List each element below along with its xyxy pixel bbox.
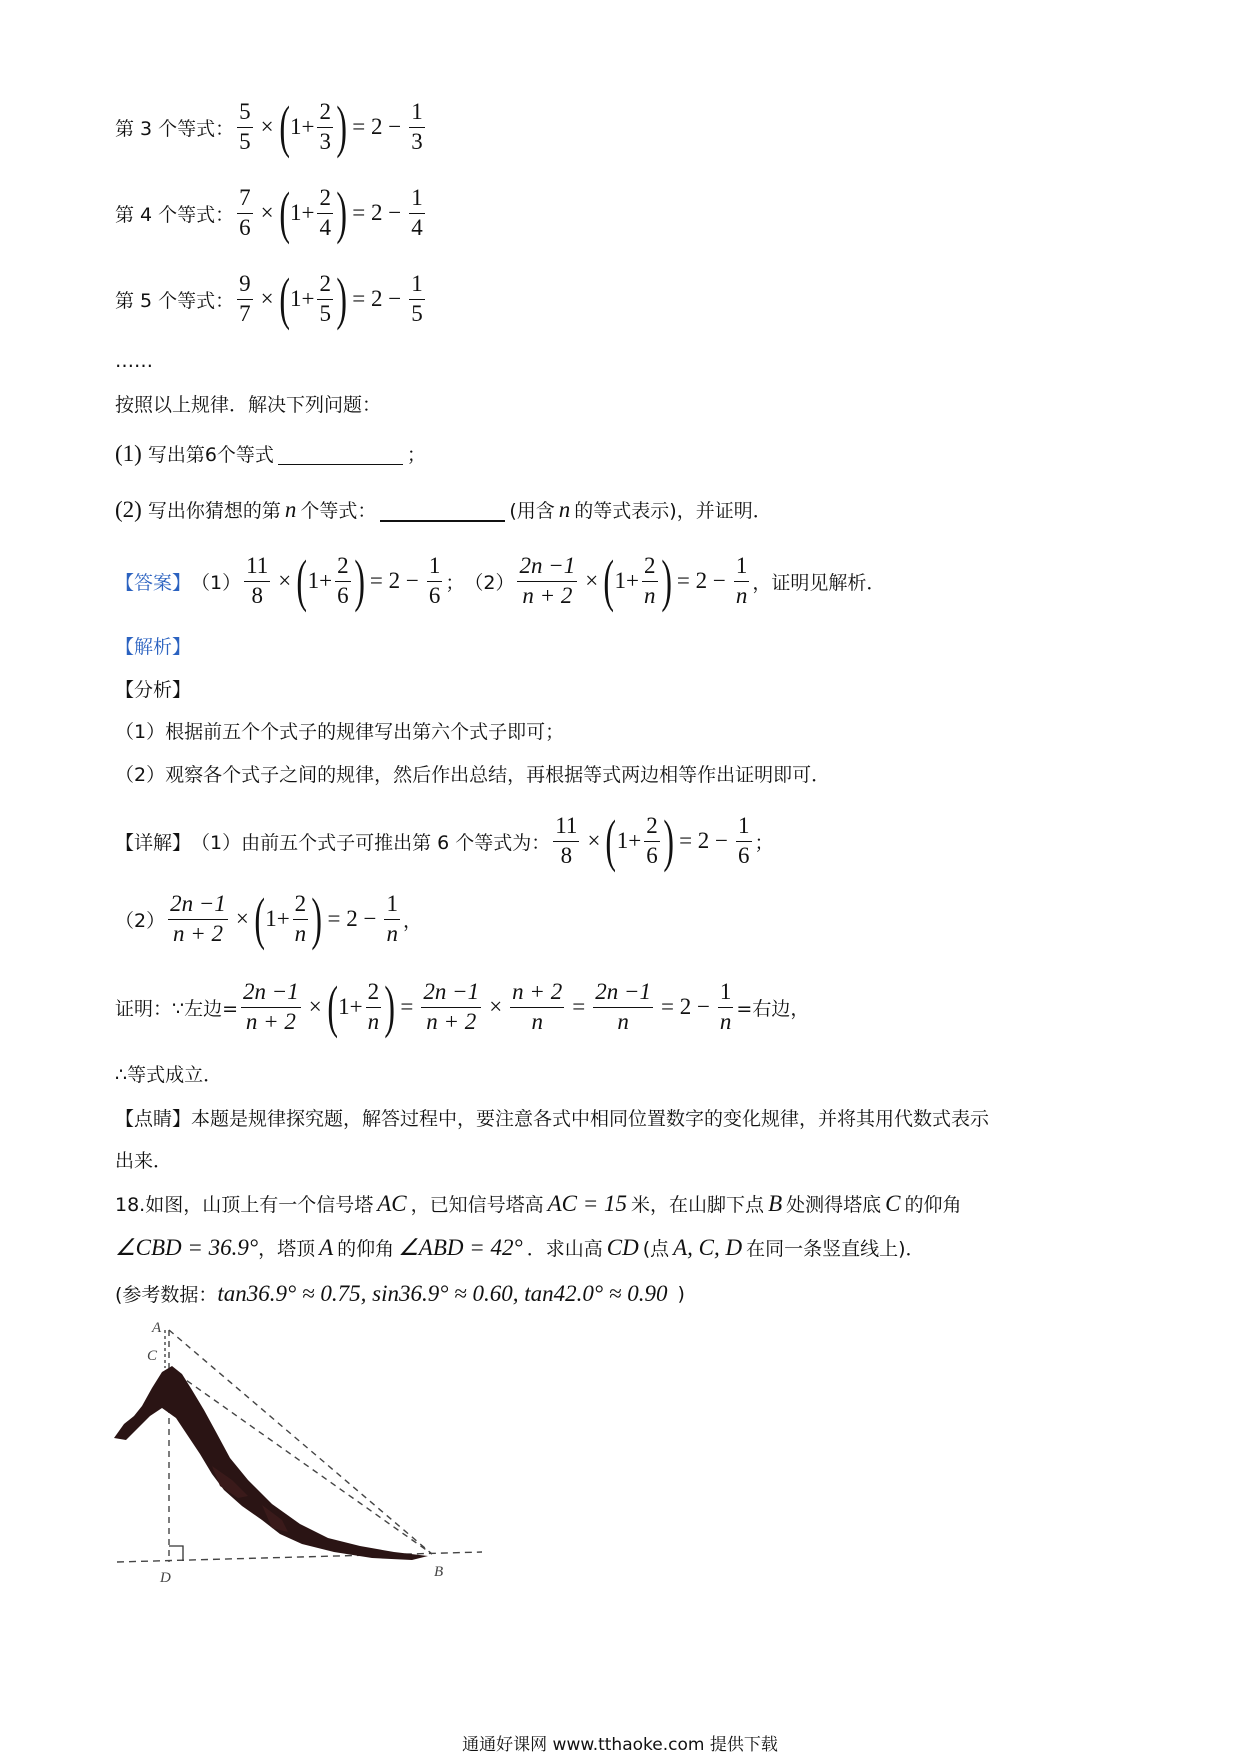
dianjing-line-1: 【点睛】 本题是规律探究题，解答过程中，要注意各式中相同位置数字的变化规律，并将其用代数式表示 [115, 1104, 989, 1131]
ground-line [117, 1552, 482, 1562]
fraction: $\frac{7}{6}$ [239, 185, 251, 240]
equation-label: 第 5 个等式： [115, 289, 235, 312]
equation-label: 第 3 个等式： [115, 117, 235, 140]
ellipsis: …… [115, 350, 153, 372]
proof-conclusion: ∴等式成立． [115, 1064, 223, 1086]
label-D: D [160, 1570, 171, 1586]
analysis-tag: 【解析】 [115, 636, 192, 658]
proof-line: 证明：∵左边= $\frac{2n -1}{n + 2}$ × ( 1+ $\frac{2}{n}$ ) = $\frac{2n -1}{n + 2}$ × $\frac{n + 2}{n}$ = $\frac{2n -1}{n}$ = 2 − $\frac{1}{n}$ =右边， [115, 974, 810, 1039]
label-B: B [434, 1564, 444, 1580]
problem-18-line-2: ∠CBD = 36.9° ，塔顶 A 的仰角 ∠ABD = 42° ．求山高 CD (点 A, C, D 在同一条竖直线上)． [115, 1234, 925, 1260]
equation-math: $\frac{7}{6}$ × ( 1+ $\frac{2}{4}$ ) = 2 − $\frac{1}{4}$ [239, 180, 423, 245]
equation-4 [115, 180, 428, 245]
question-text: 写出第6个等式 [147, 444, 274, 466]
instruction: 按照以上规律．解决下列问题： [115, 394, 382, 416]
fraction: $\frac{2}{3}$ [319, 99, 331, 154]
equation-label: 第 4 个等式： [115, 203, 235, 226]
fraction: $\frac{9}{7}$ [239, 271, 251, 326]
fraction: $\frac{2}{4}$ [319, 185, 331, 240]
equation-3 [115, 94, 428, 159]
detail-tag: 【详解】 [115, 831, 192, 854]
question-1: (1) 写出第6个等式 ； [115, 440, 426, 466]
answer-blank [380, 498, 505, 522]
fenxi-tag: 【分析】 [115, 679, 192, 701]
problem-18-line-1: 18.如图，山顶上有一个信号塔 AC ，已知信号塔高 AC = 15 米，在山脚下点 B 处测得塔底 C 的仰角 [115, 1190, 962, 1216]
question-number: (2) [115, 496, 142, 522]
question-number: (1) [115, 440, 142, 466]
answer-1-math: $\frac{11}{8}$ × ( 1+ $\frac{2}{6}$ ) = 2 − $\frac{1}{6}$ [246, 548, 441, 613]
right-angle-mark [169, 1546, 183, 1561]
dianjing-line-2: 出来． [115, 1150, 173, 1172]
answer: 【答案】 （1） $\frac{11}{8}$ × ( 1+ $\frac{2}{6}$ ) = 2 − $\frac{1}{6}$ ； （2） $\frac{2n -1}{n + 2}$ × ( 1+ $\frac{2}{n}$ ) = 2 − $\frac{1}{n}$ ，证明见解析． [115, 548, 886, 613]
fenxi-line-2: （2）观察各个式子之间的规律，然后作出总结，再根据等式两边相等作出证明即可． [115, 764, 831, 786]
equation-5 [115, 266, 428, 331]
detail-line-2: （2） $\frac{2n -1}{n + 2}$ × ( 1+ $\frac{2}{n}$ ) = 2 − $\frac{1}{n}$ ， [115, 886, 422, 951]
answer-tag: 【答案】 [115, 571, 192, 594]
reference-data: (参考数据： tan36.9° ≈ 0.75, sin36.9° ≈ 0.60, tan42.0° ≈ 0.90 ) [115, 1280, 685, 1306]
label-A: A [152, 1320, 162, 1336]
proof-math: $\frac{2n -1}{n + 2}$ × ( 1+ $\frac{2}{n}$ ) = $\frac{2n -1}{n + 2}$ × $\frac{n + 2}{n}$ = $\frac{2n -1}{n}$ = 2 − $\frac{1}{n}$ [243, 974, 732, 1039]
fraction: $\frac{5}{5}$ [239, 99, 251, 154]
equation-math: $\frac{5}{5}$ × ( 1+ $\frac{2}{3}$ ) = 2 − $\frac{1}{3}$ [239, 94, 423, 159]
label-C: C [147, 1348, 158, 1364]
detail-line-1: 【详解】 （1）由前五个式子可推出第 6 个等式为： $\frac{11}{8}$ × ( 1+ $\frac{2}{6}$ ) = 2 − $\frac{1}{6}$ ； [115, 808, 774, 873]
detail-math-2: $\frac{2n -1}{n + 2}$ × ( 1+ $\frac{2}{n}$ ) = 2 − $\frac{1}{n}$ [170, 886, 398, 951]
equation-math: $\frac{9}{7}$ × ( 1+ $\frac{2}{5}$ ) = 2 − $\frac{1}{5}$ [239, 266, 423, 331]
answer-2-math: $\frac{2n -1}{n + 2}$ × ( 1+ $\frac{2}{n}$ ) = 2 − $\frac{1}{n}$ [519, 548, 748, 613]
fraction: $\frac{1}{5}$ [411, 271, 423, 326]
detail-math: $\frac{11}{8}$ × ( 1+ $\frac{2}{6}$ ) = 2 − $\frac{1}{6}$ [555, 808, 750, 873]
question-2: (2) 写出你猜想的第 n 个等式： (用含 n 的等式表示)，并证明． [115, 496, 772, 522]
fraction: $\frac{2}{5}$ [319, 271, 331, 326]
dianjing-tag: 【点睛】 [115, 1108, 192, 1130]
mountain-figure [112, 1320, 492, 1600]
footer: 通通好课网 www.tthaoke.com 提供下载 [462, 1735, 778, 1755]
fraction: $\frac{1}{3}$ [411, 99, 423, 154]
mountain-shape [114, 1366, 428, 1560]
answer-blank [278, 442, 403, 465]
fraction: $\frac{1}{4}$ [411, 185, 423, 240]
fenxi-line-1: （1）根据前五个个式子的规律写出第六个式子即可； [115, 721, 565, 743]
